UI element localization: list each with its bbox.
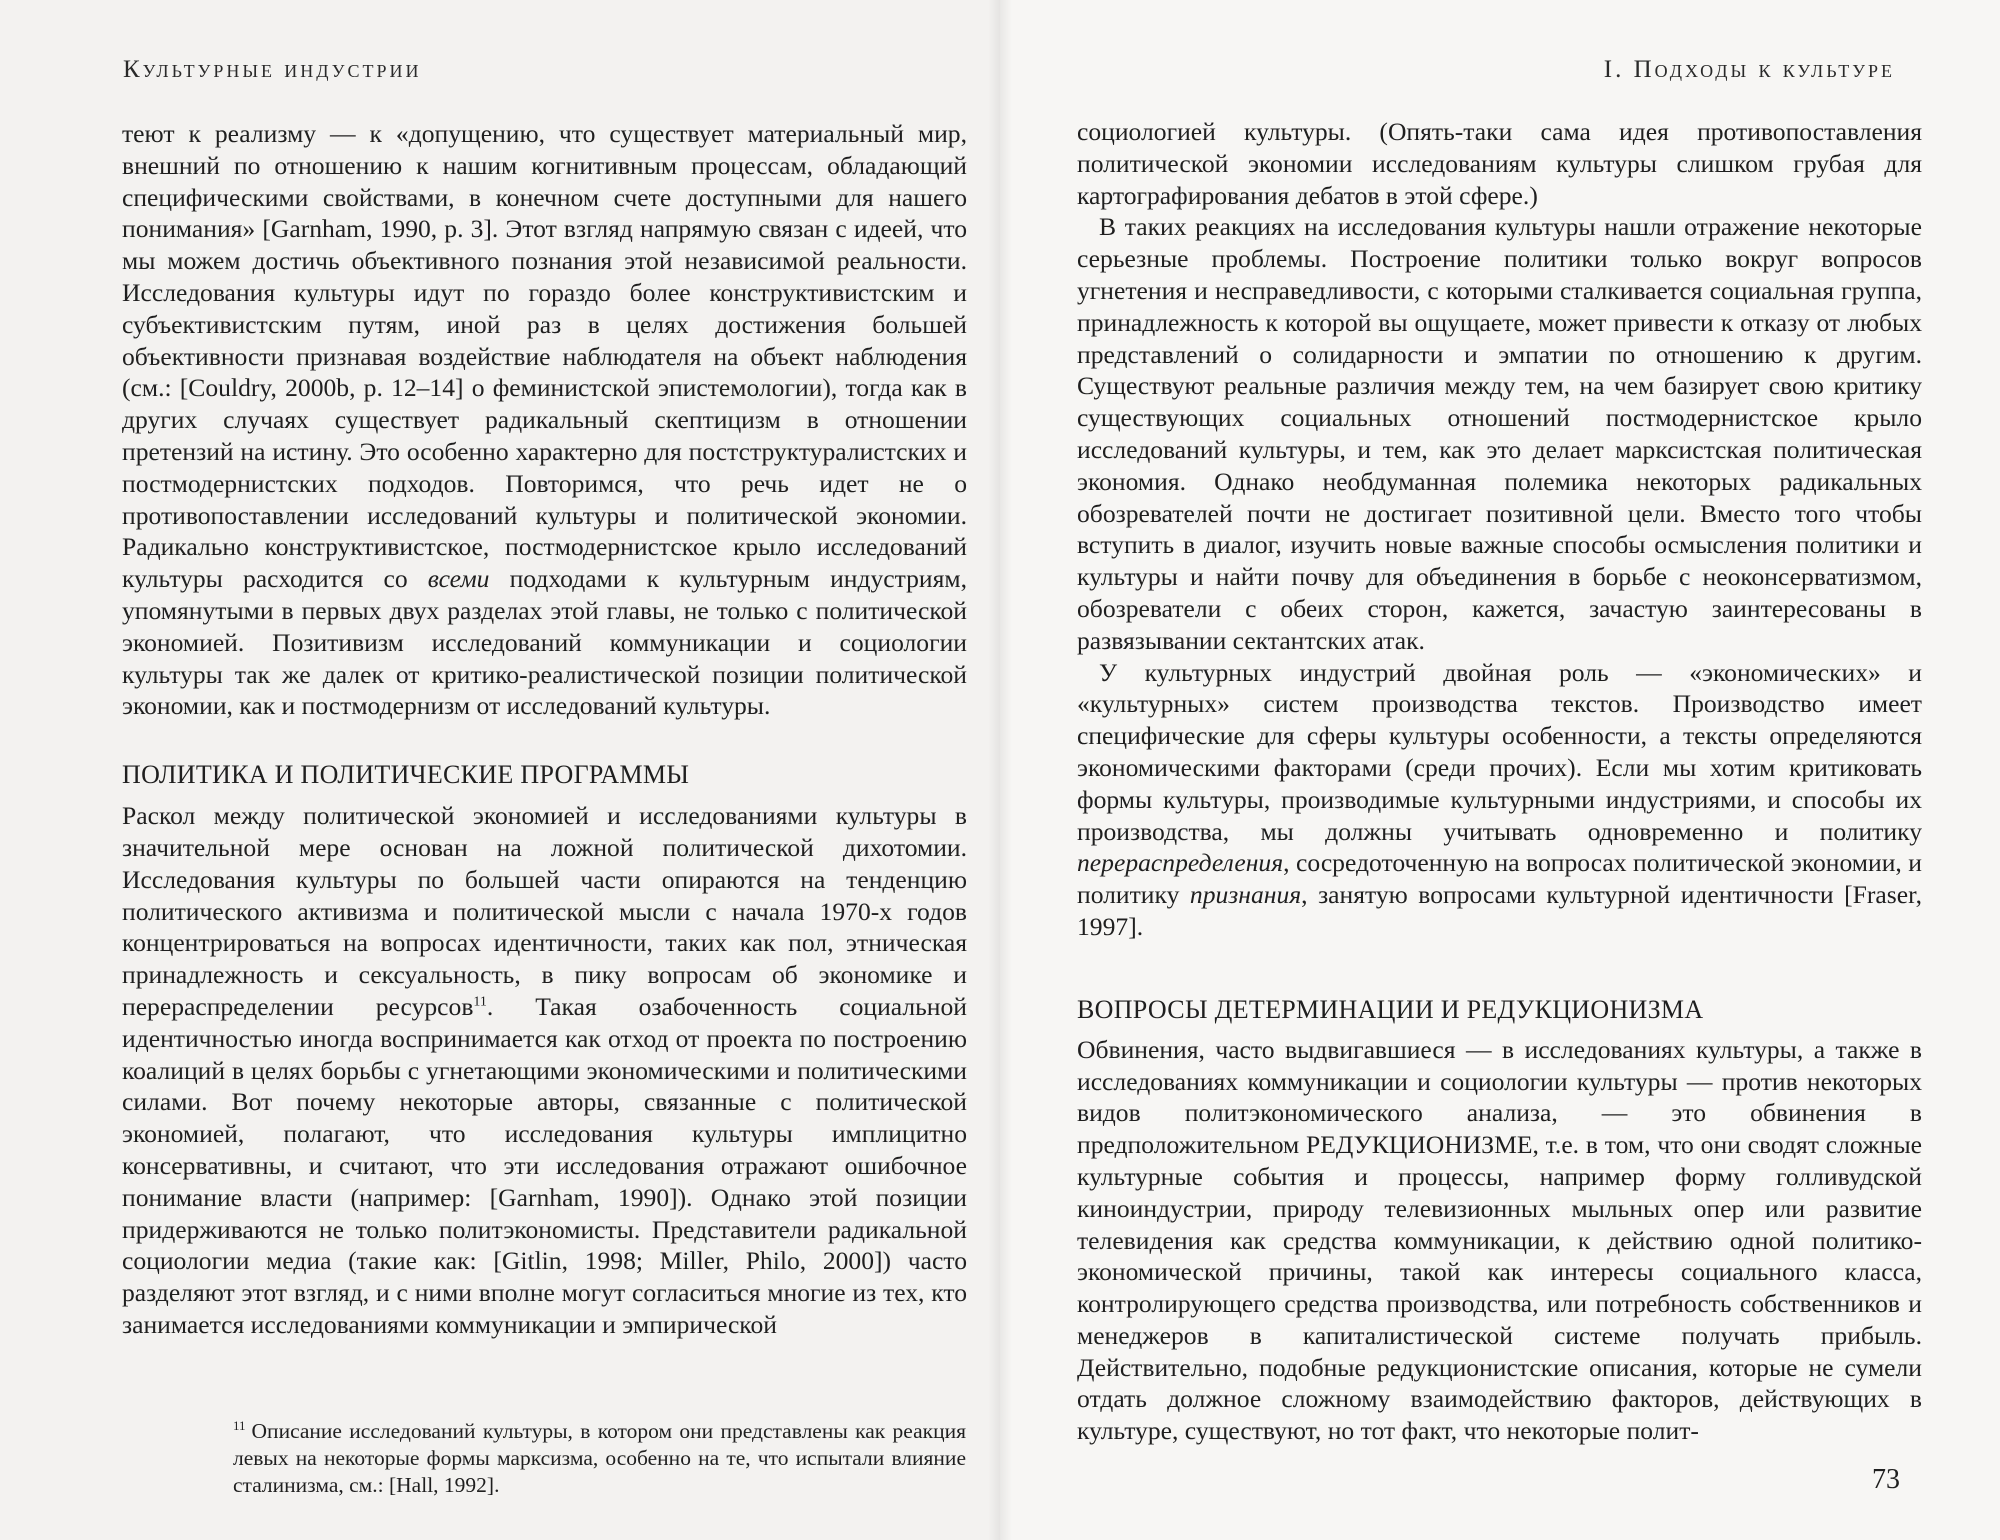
- running-head-left: Культурные индустрии: [123, 56, 422, 83]
- right-text-column: [1077, 116, 1922, 1447]
- emphasis: перераспределения: [1077, 848, 1284, 878]
- left-text-column: [122, 118, 967, 1341]
- paragraph: социологией культуры. (Опять-таки сама идея противопоставления политической экономии исследованиям культуры слишком грубая для картографирования дебатов в этой сфере.): [1077, 117, 1922, 210]
- right-page: [1000, 0, 2000, 1540]
- footnote-text: Описание исследований культуры, в котором они представлены как реакция левых на некоторые формы марксизма, особенно на те, что испытали влияние сталинизма, см.: [Hall, 1992].: [233, 1419, 966, 1498]
- paragraph: Обвинения, часто выдвигавшиеся — в исследованиях культуры, а также в исследованиях коммуникации и социологии культуры — против некоторых видов политэкономического анализа, — это обвинения в предположительном РЕДУКЦИОНИЗМЕ, т.е. в том, что они сводят сложные культурные события и процессы, например форму голливудской киноиндустрии, природу телевизионных мыльных опер или развитие телевидения как средства коммуникации, к действию одной политико-экономической причины, такой как интересы социального класса, контролирующего средства производства, или потребность собственников и менеджеров в капиталистической системе получать прибыль. Действительно, подобные редукционистские описания, которые не сумели отдать должное сложному взаимодействию факторов, действующих в культуре, существуют, но тот факт, что некоторые полит-: [1077, 1034, 1922, 1446]
- emphasis: всеми: [427, 564, 490, 594]
- book-gutter: [988, 0, 1012, 1540]
- footnote: [233, 1412, 966, 1499]
- paragraph: У культурных индустрий двойная роль — «экономических» и «культурных» систем производства текстов. Производство имеет специфические для сферы культуры особенности, а тексты определяются экономическими факторами (среди прочих). Если мы хотим критиковать формы культуры, производимые культурными индустриями, и способы их производства, мы должны учитывать одновременно и политику перераспределения, сосредоточенную на вопросах политической экономии, и политику признания, занятую вопросами культурной идентичности [Fraser, 1997].: [1077, 657, 1922, 941]
- running-head-right: I. Подходы к культуре: [1603, 56, 1895, 83]
- paragraph: В таких реакциях на исследования культуры нашли отражение некоторые серьезные проблемы. Построение политики только вокруг вопросов угнетения и несправедливости, с которыми сталкивается социальная группа, принадлежность к которой вы ощущаете, может привести к отказу от любых представлений о солидарности и эмпатии по отношению к другим. Существуют реальные различия между тем, на чем базирует свою критику существующих социальных отношений постмодернистское крыло исследований культуры, и тем, как это делает марксистская политическая экономия. Однако необдуманная полемика некоторых радикальных обозревателей почти не достигает позитивной цели. Вместо того чтобы вступить в диалог, изучить новые важные способы осмысления политики и культуры и найти почву для объединения в борьбе с неоконсерватизмом, обозреватели с обеих сторон, кажется, зачастую заинтересованы в развязывании сектантских атак.: [1077, 212, 1922, 655]
- emphasis: признания: [1189, 880, 1302, 910]
- paragraph: теют к реализму — к «допущению, что существует материальный мир, внешний по отношению к нашим когнитивным процессам, обладающий специфическими свойствами, в конечном счете доступными для нашего понимания» [Garnham, 1990, p. 3]. Этот взгляд напрямую связан с идеей, что мы можем достичь объективного познания этой независимой реальности. Исследования культуры идут по гораздо более конструктивистским и субъективистским путям, иной раз в целях достижения большей объективности признавая воздействие наблюдателя на объект наблюдения (см.: [Couldry, 2000b, p. 12–14] о феминистской эпистемологии), тогда как в других случаях существует радикальный скептицизм в отношении претензий на истину. Это особенно характерно для постструктуралистских и постмодернистских подходов. Повторимся, что речь идет не о противопоставлении исследований культуры и политической экономии. Радикально конструктивистское, постмодернистское крыло исследований культуры расходится со всеми подходами к культурным индустриям, упомянутыми в первых двух разделах этой главы, не только с политической экономией. Позитивизм исследований коммуникации и социологии культуры так же далек от критико-реалистической позиции политической экономии, как и постмодернизм от исследований культуры.: [122, 119, 967, 721]
- section-heading: ПОЛИТИКА И ПОЛИТИЧЕСКИЕ ПРОГРАММЫ: [122, 760, 690, 790]
- footnote-reference[interactable]: 11: [473, 994, 487, 1010]
- footnote-number: 11: [233, 1418, 246, 1433]
- page-number: 73: [1872, 1464, 1900, 1495]
- section-heading: ВОПРОСЫ ДЕТЕРМИНАЦИИ И РЕДУКЦИОНИЗМА: [1077, 994, 1704, 1024]
- paragraph: Раскол между политической экономией и исследованиями культуры в значительной мере основан на ложной политической дихотомии. Исследования культуры по большей части опираются на тенденцию политического активизма и политической мысли с начала 1970-х годов концентрироваться на вопросах идентичности, таких как пол, этническая принадлежность и сексуальность, в пику вопросам об экономике и перераспределении ресурсов$^{11}$. Такая озабоченность социальной идентичностью иногда воспринимается как отход от проекта по построению коалиций в целях борьбы с угнетающими экономическими и политическими силами. Вот почему некоторые авторы, связанные с политической экономией, полагают, что исследования культуры имплицитно консервативны, и считают, что эти исследования отражают ошибочное понимание власти (например: [Garnham, 1990]). Однако этой позиции придерживаются не только политэкономисты. Представители радикальной социологии медиа (такие как: [Gitlin, 1998; Miller, Philo, 2000]) часто разделяют этот взгляд, и с ними вполне могут согласиться многие из тех, кто занимается исследованиями коммуникации и эмпирической: [122, 801, 967, 1339]
